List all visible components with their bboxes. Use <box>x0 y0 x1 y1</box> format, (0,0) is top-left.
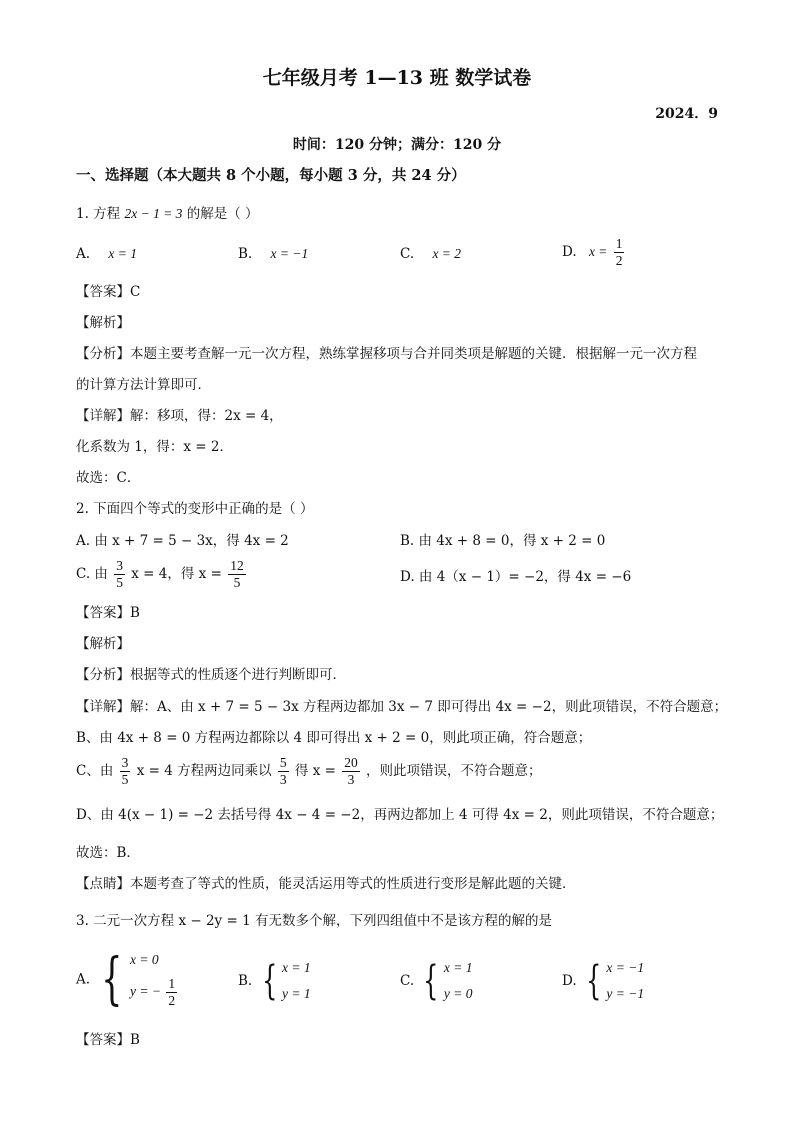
q1-detail-line2: 化系数为 1，得：x = 2． <box>76 439 233 455</box>
time-info: 时间：120 分钟；满分：120 分 <box>292 137 502 153</box>
q2-option-c-mid: x = 4，得 x = <box>131 566 222 582</box>
q1-fenxi-line2: 的计算方法计算即可． <box>76 377 211 393</box>
q1-jiexi: 【解析】 <box>76 315 130 331</box>
q2-detail-c-fraction1 <box>120 755 131 788</box>
q1-option-a-value: x = 1 <box>108 246 137 261</box>
q1-fenxi-line1: 【分析】本题主要考查解一元一次方程，熟练掌握移项与合并同类项是解题的关键．根据解一元一次方程 <box>76 346 697 362</box>
q1-option-a-label: A. <box>76 246 91 262</box>
q3-a-row2-prefix: y = − <box>129 983 161 999</box>
q2-detail-c-suffix: ，则此项错误，不符合题意； <box>366 763 542 779</box>
left-brace-icon: { <box>586 958 602 1004</box>
question-3-stem: 3. 二元一次方程 x − 2y = 1 有无数多个解，下列四组值中不是该方程的解的是 <box>76 913 552 929</box>
q2-detail-c-num3: 20 <box>344 755 358 770</box>
q3-option-b-label: B. <box>238 973 253 989</box>
q2-detail-a: 【详解】解：A、由 x + 7 = 5 − 3x 方程两边都加 3x − 7 即可得出 4x = −2，则此项错误，不符合题意； <box>76 699 728 715</box>
q3-b-row2: y = 1 <box>281 986 311 1001</box>
page-title: 七年级月考 1—13 班 数学试卷 <box>262 67 532 89</box>
q2-detail-c-fraction3 <box>342 755 360 788</box>
q2-detail-b: B、由 4x + 8 = 0 方程两边都除以 4 即可得出 x + 2 = 0，则此项正确，符合题意； <box>76 730 592 746</box>
q2-detail-c-num2: 5 <box>279 755 287 770</box>
q3-b-row1: x = 1 <box>281 960 311 975</box>
q1-answer-tag: 【答案】 <box>76 284 130 300</box>
q2-conclusion: 故选：B． <box>76 845 140 861</box>
q1-d-numerator: 1 <box>615 236 623 251</box>
q2-answer <box>76 603 718 623</box>
q3-option-b <box>238 958 311 1004</box>
q2-option-c <box>76 558 248 591</box>
q1-option-d <box>562 236 626 269</box>
q2-c-num1: 3 <box>116 558 123 573</box>
q2-detail-c-den1: 5 <box>121 772 129 787</box>
q2-option-d: D. 由 4（x − 1）= −2，得 4x = −6 <box>400 569 632 585</box>
q2-dianjing: 【点睛】本题考查了等式的性质，能灵活运用等式的性质进行变形是解此题的关键． <box>76 876 576 892</box>
q1-option-b-label: B. <box>238 246 253 262</box>
q1-option-a <box>76 244 137 264</box>
q2-jiexi: 【解析】 <box>76 636 130 652</box>
q2-option-b: B. 由 4x + 8 = 0，得 x + 2 = 0 <box>400 533 606 549</box>
q1-option-c-value: x = 2 <box>432 246 462 261</box>
q2-detail-c-num1: 3 <box>121 755 129 770</box>
left-brace-icon: { <box>423 958 439 1004</box>
q2-answer-value: B <box>130 605 140 621</box>
q3-option-b-system <box>257 958 311 1004</box>
q3-option-a-system <box>94 946 179 1012</box>
q3-answer-tag: 【答案】 <box>76 1032 130 1048</box>
q3-a-den: 2 <box>168 993 176 1008</box>
q3-a-num: 1 <box>168 976 176 991</box>
q1-option-c-label: C. <box>400 246 415 262</box>
q2-detail-c-den2: 3 <box>279 772 287 787</box>
q2-detail-c-prefix: C、由 <box>76 763 114 779</box>
q1-stem-prefix: 1. 方程 <box>76 206 121 222</box>
q1-stem-suffix: 的解是（ ） <box>186 206 259 222</box>
q1-d-denominator: 2 <box>615 253 623 268</box>
q3-option-d <box>562 958 644 1004</box>
q2-option-c-fraction1 <box>114 558 125 591</box>
q2-fenxi: 【分析】根据等式的性质逐个进行判断即可． <box>76 667 346 683</box>
q1-answer <box>76 282 718 302</box>
q2-option-a: A. 由 x + 7 = 5 − 3x，得 4x = 2 <box>76 533 289 549</box>
q3-option-a <box>76 946 179 1012</box>
q1-conclusion: 故选：C． <box>76 470 141 486</box>
q1-option-d-prefix: x = <box>588 244 608 259</box>
q3-option-c-label: C. <box>400 973 415 989</box>
q3-a-fraction <box>166 976 177 1009</box>
left-brace-icon: { <box>101 946 123 1012</box>
q2-option-c-prefix: C. 由 <box>76 566 108 582</box>
q3-d-row1: x = −1 <box>606 960 645 975</box>
q3-option-a-label: A. <box>76 971 91 988</box>
q3-option-d-label: D. <box>562 973 577 989</box>
q2-detail-c-mid: x = 4 方程两边同乘以 <box>136 763 272 779</box>
q1-option-c <box>400 244 461 264</box>
q1-equation: 2x − 1 = 3 <box>124 206 183 221</box>
q2-detail-c-den3: 3 <box>347 772 355 787</box>
q2-c-den2: 5 <box>233 575 241 590</box>
q3-a-row1: x = 0 <box>129 952 159 967</box>
q2-detail-c-mid2: 得 x = <box>294 763 336 779</box>
q1-option-d-label: D. <box>562 244 577 260</box>
q1-option-b-value: x = −1 <box>270 246 309 261</box>
question-2-stem: 2. 下面四个等式的变形中正确的是（ ） <box>76 501 314 517</box>
q2-detail-c-fraction2 <box>278 755 289 788</box>
q2-detail-d: D、由 4(x − 1) = −2 去括号得 4x − 4 = −2，再两边都加上 4 可得 4x = 2，则此项错误，不符合题意； <box>76 807 724 823</box>
q1-option-b <box>238 244 308 264</box>
q1-option-d-fraction <box>614 236 625 269</box>
q2-c-den1: 5 <box>116 575 123 590</box>
q2-detail-c <box>76 755 718 788</box>
q3-option-d-system <box>581 958 644 1004</box>
q3-d-row2: y = −1 <box>606 986 645 1001</box>
q2-answer-tag: 【答案】 <box>76 605 130 621</box>
q3-answer-value: B <box>130 1032 140 1048</box>
q2-c-num2: 12 <box>230 558 244 573</box>
q1-answer-value: C <box>130 284 141 300</box>
q3-c-row1: x = 1 <box>443 960 473 975</box>
q3-a-row2 <box>130 976 179 1009</box>
section-title: 一、选择题（本大题共 8 个小题，每小题 3 分，共 24 分） <box>76 167 466 184</box>
left-brace-icon: { <box>261 958 277 1004</box>
q3-c-row2: y = 0 <box>443 986 473 1001</box>
q3-option-c-system <box>418 958 472 1004</box>
question-1-stem <box>76 204 718 224</box>
q1-detail-line1: 【详解】解：移项，得：2x = 4， <box>76 408 283 424</box>
q2-option-c-fraction2 <box>228 558 246 591</box>
q3-option-c <box>400 958 473 1004</box>
exam-date: 2024．9 <box>655 106 718 122</box>
q3-answer <box>76 1030 718 1050</box>
